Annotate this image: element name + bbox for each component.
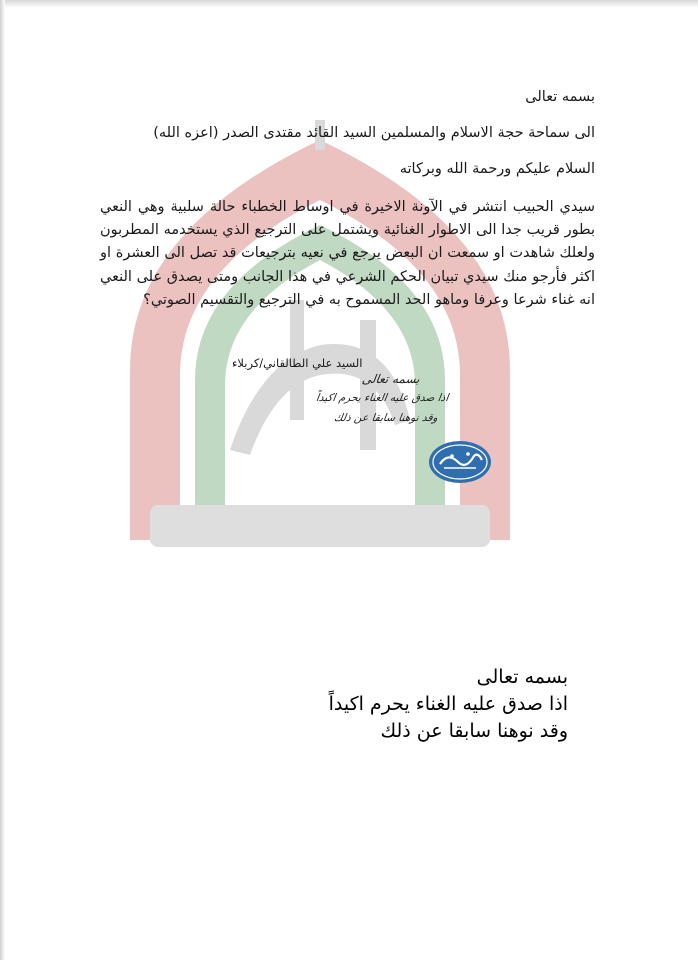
typed-reply-line-3: وقد نوهنا سابقا عن ذلك [380,720,568,742]
watermark-logo-icon [110,120,530,570]
handwritten-reply-line-3: وقد نوهنا سابقا عن ذلك [333,412,439,424]
typed-reply-line-2: اذا صدق عليه الغناء يحرم اكيداً [328,693,568,715]
letter-sender: السيد علي الطالقاني/كربلاء [232,356,363,370]
handwritten-reply-line-2: اذا صدق عليه الغناء يحرم اكيداً [314,392,449,404]
letter-body: سيدي الحبيب انتشر في الآونة الاخيرة في اوساط الخطباء حالة سلبية وهي النعي بطور قريب جدا الى الاطوار الغنائية ويشتمل على الترجيع الذي يستخدمه المطربون ولعلك شاهدت او سمعت ان البعض يرجع في نعيه بترجيعات قد تصل الى العشرة او اكثر فأرجو منك سيدي تبيان الحكم الشرعي في هذا الجانب ومتى يصدق على النعي انه غناء شرعا وعرفا وماهو الحد المسموح به في الترجيع والتقسيم الصوتي؟ [100,199,595,308]
typed-reply-line-1: بسمه تعالى [476,666,568,688]
letter-addressee: الى سماحة حجة الاسلام والمسلمين السيد القائد مقتدى الصدر (اعزه الله) [153,125,595,141]
handwritten-reply-line-1: بسمه تعالى [361,372,421,386]
letter-basmala: بسمه تعالى [525,89,595,105]
seal-stamp-icon [428,440,492,484]
page-edge-shadow [0,0,698,8]
letter-salutation: السلام عليكم ورحمة الله وبركاته [399,161,595,177]
page-edge-shadow-left [0,0,5,960]
watermark-banner [150,505,490,547]
